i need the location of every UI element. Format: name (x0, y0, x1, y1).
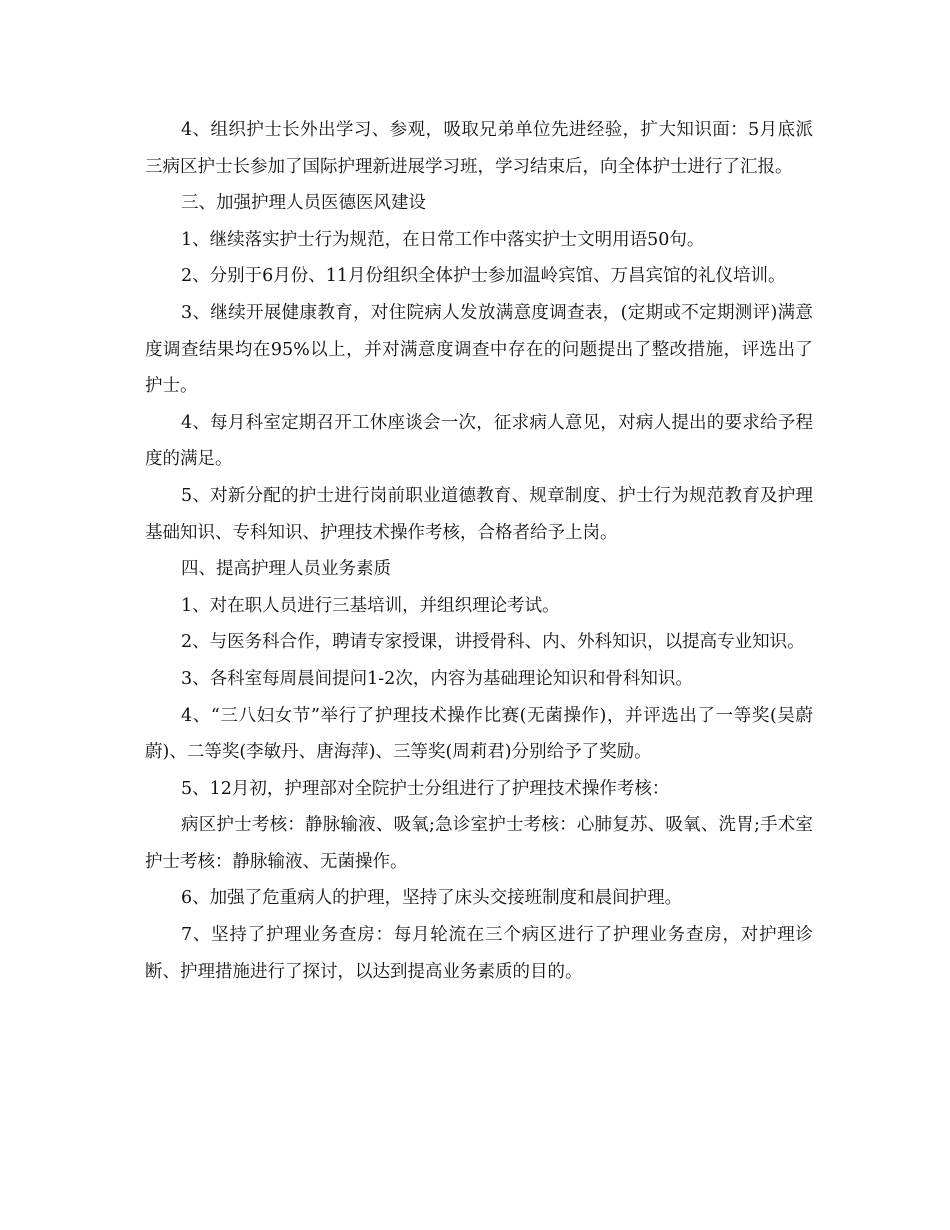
paragraph-item-2-etiquette-training: 2、分别于6月份、11月份组织全体护士参加温岭宾馆、万昌宾馆的礼仪培训。 (181, 266, 786, 287)
paragraph-item-3-health-education: 3、继续开展健康教育，对住院病人发放满意度调查表，(定期或不定期测评)满意度调查结果均在95%以上，并对满意度调查中存在的问题提出了整改措施，评选出了护士。 (145, 302, 813, 397)
paragraph-item-1-basic-training: 1、对在职人员进行三基培训，并组织理论考试。 (181, 595, 560, 616)
section-heading-professional-quality: 四、提高护理人员业务素质 (181, 559, 391, 580)
paragraph-item-3-morning-questions: 3、各科室每周晨间提问1-2次，内容为基础理论知识和骨科知识。 (181, 668, 693, 689)
paragraph-assessment-details: 病区护士考核：静脉输液、吸氧;急诊室护士考核：心肺复苏、吸氧、洗胃;手术室护士考核：静脉输液、无菌操作。 (145, 815, 813, 872)
section-heading-ethics: 三、加强护理人员医德医风建设 (181, 193, 426, 214)
paragraph-item-4-skills-competition: 4、“三八妇女节”举行了护理技术操作比赛(无菌操作)，并评选出了一等奖(吴蔚蔚)、二等奖(李敏丹、唐海萍)、三等奖(周莉君)分别给予了奖励。 (145, 705, 813, 763)
paragraph-item-7-ward-rounds: 7、坚持了护理业务查房：每月轮流在三个病区进行了护理业务查房，对护理诊断、护理措施进行了探讨，以达到提高业务素质的目的。 (145, 925, 813, 982)
paragraph-item-1-code-of-conduct: 1、继续落实护士行为规范，在日常工作中落实护士文明用语50句。 (181, 229, 705, 250)
paragraph-item-4-study-tour: 4、组织护士长外出学习、参观，吸取兄弟单位先进经验，扩大知识面：5月底派三病区护士长参加了国际护理新进展学习班，学习结束后，向全体护士进行了汇报。 (145, 120, 813, 177)
paragraph-item-4-patient-forum: 4、每月科室定期召开工休座谈会一次，征求病人意见，对病人提出的要求给予程度的满足。 (145, 412, 813, 470)
paragraph-item-5-new-nurse-training: 5、对新分配的护士进行岗前职业道德教育、规章制度、护士行为规范教育及护理基础知识、专科知识、护理技术操作考核，合格者给予上岗。 (145, 485, 813, 543)
document-body (145, 112, 813, 990)
paragraph-item-6-critical-care: 6、加强了危重病人的护理，坚持了床头交接班制度和晨间护理。 (181, 888, 683, 909)
paragraph-item-2-expert-lectures: 2、与医务科合作，聘请专家授课，讲授骨科、内、外科知识，以提高专业知识。 (181, 632, 805, 653)
paragraph-item-5-skills-assessment: 5、12月初，护理部对全院护士分组进行了护理技术操作考核： (181, 778, 670, 799)
